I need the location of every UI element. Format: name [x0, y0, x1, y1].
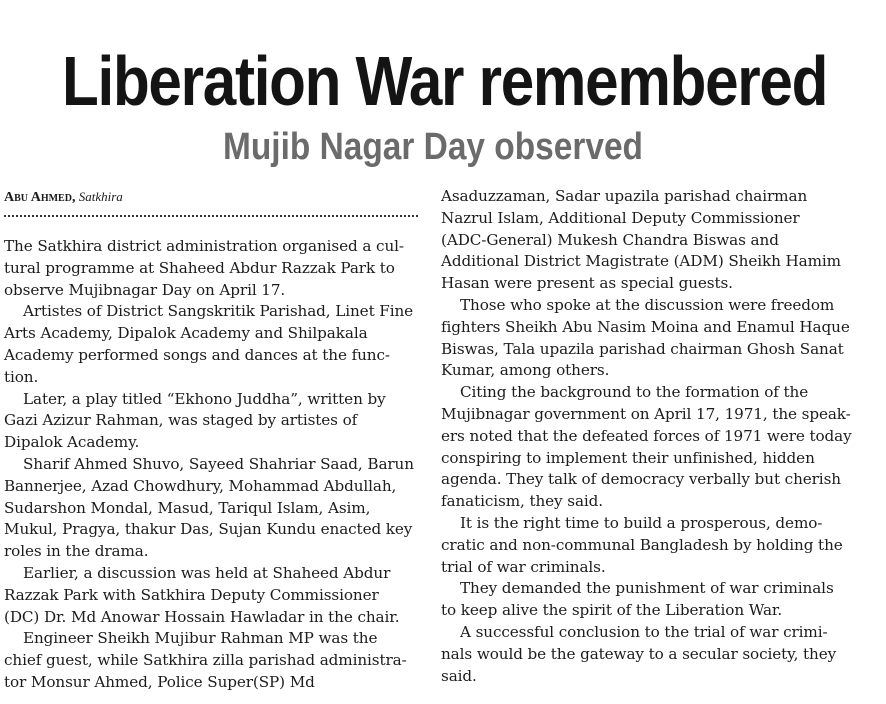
article-text-line: conspiring to implement their unfinished, hidden — [441, 448, 815, 467]
article-text-line: Kumar, among others. — [441, 361, 610, 380]
article-text-line: Hasan were present as special guests. — [441, 274, 733, 293]
article-text-line: nals would be the gateway to a secular society, they — [441, 644, 837, 663]
article-text-line: Dipalok Academy. — [4, 433, 140, 452]
article-text-line: Earlier, a discussion was held at Shaheed Abdur — [23, 563, 391, 582]
article-text-line: roles in the drama. — [4, 542, 149, 561]
byline — [4, 187, 418, 208]
article-text-line: Mujibnagar government on April 17, 1971, the speak- — [441, 404, 851, 423]
article-text-line: Later, a play titled “Ekhono Juddha”, written by — [23, 389, 386, 408]
article-text-line: Razzak Park with Satkhira Deputy Commissioner — [4, 585, 379, 604]
byline-location: Satkhira — [78, 189, 123, 204]
article-text-line: observe Mujibnagar Day on April 17. — [4, 280, 286, 299]
article-text-line: Mukul, Pragya, thakur Das, Sujan Kundu enacted key — [4, 520, 413, 539]
byline-author: Abu Ahmed, — [4, 190, 76, 205]
article-text-line: A successful conclusion to the trial of war crimi- — [460, 622, 828, 641]
article-text-line: tor Monsur Ahmed, Police Super(SP) Md — [4, 672, 315, 691]
article-text-line: cratic and non-communal Bangladesh by holding the — [441, 535, 843, 554]
article-text-line: (DC) Dr. Md Anowar Hossain Hawladar in the chair. — [4, 607, 400, 626]
article-text-line: Sharif Ahmed Shuvo, Sayeed Shahriar Saad, Barun — [23, 454, 414, 473]
article-text-line: ers noted that the defeated forces of 1971 were today — [441, 426, 852, 445]
article-text-line: (ADC-General) Mukesh Chandra Biswas and — [441, 230, 779, 249]
article-text-line: Biswas, Tala upazila parishad chairman Ghosh Sanat — [441, 339, 844, 358]
article-text-line: trial of war criminals. — [441, 557, 606, 576]
article-text-line: agenda. They talk of democracy verbally but cherish — [441, 470, 841, 489]
article-text-line: It is the right time to build a prosperous, demo- — [460, 513, 823, 532]
article-text-line: Those who spoke at the discussion were freedom — [460, 295, 835, 314]
article-text-line: chief guest, while Satkhira zilla parishad administra- — [4, 651, 407, 670]
article-text-line: Sudarshon Mondal, Masud, Tariqul Islam, Asim, — [4, 498, 371, 517]
article-text-line: Citing the background to the formation of the — [460, 383, 809, 402]
article-text-line: fighters Sheikh Abu Nasim Moina and Enamul Haque — [441, 317, 850, 336]
article-text-line: fanaticism, they said. — [441, 492, 604, 511]
article-text-line: They demanded the punishment of war criminals — [460, 579, 834, 598]
subheadline: Mujib Nagar Day observed — [223, 126, 643, 168]
article-text-line: Nazrul Islam, Additional Deputy Commissioner — [441, 208, 800, 227]
article-text-line: tion. — [4, 367, 39, 386]
article-text-line: Asaduzzaman, Sadar upazila parishad chairman — [441, 187, 808, 205]
article-text-line: to keep alive the spirit of the Liberation War. — [441, 601, 783, 620]
article-text-line: The Satkhira district administration organised a cul- — [4, 237, 404, 255]
headline: Liberation War remembered — [62, 42, 828, 120]
byline-dotted-rule — [4, 215, 418, 217]
article-column-left — [4, 236, 426, 694]
article-text-line: Engineer Sheikh Mujibur Rahman MP was the — [23, 629, 378, 648]
article-text-line: Academy performed songs and dances at the func- — [4, 345, 390, 364]
article-text-line: said. — [441, 666, 477, 685]
article-text-line: Bannerjee, Azad Chowdhury, Mohammad Abdullah, — [4, 476, 397, 495]
article-column-right — [441, 186, 873, 687]
article-text-line: Gazi Azizur Rahman, was staged by artistes of — [4, 411, 358, 430]
article-text-line: tural programme at Shaheed Abdur Razzak Park to — [4, 258, 395, 277]
article-text-line: Additional District Magistrate (ADM) Sheikh Hamim — [441, 252, 841, 271]
article-text-line: Arts Academy, Dipalok Academy and Shilpakala — [4, 324, 368, 343]
article-text-line: Artistes of District Sangskritik Parishad, Linet Fine — [23, 302, 414, 321]
